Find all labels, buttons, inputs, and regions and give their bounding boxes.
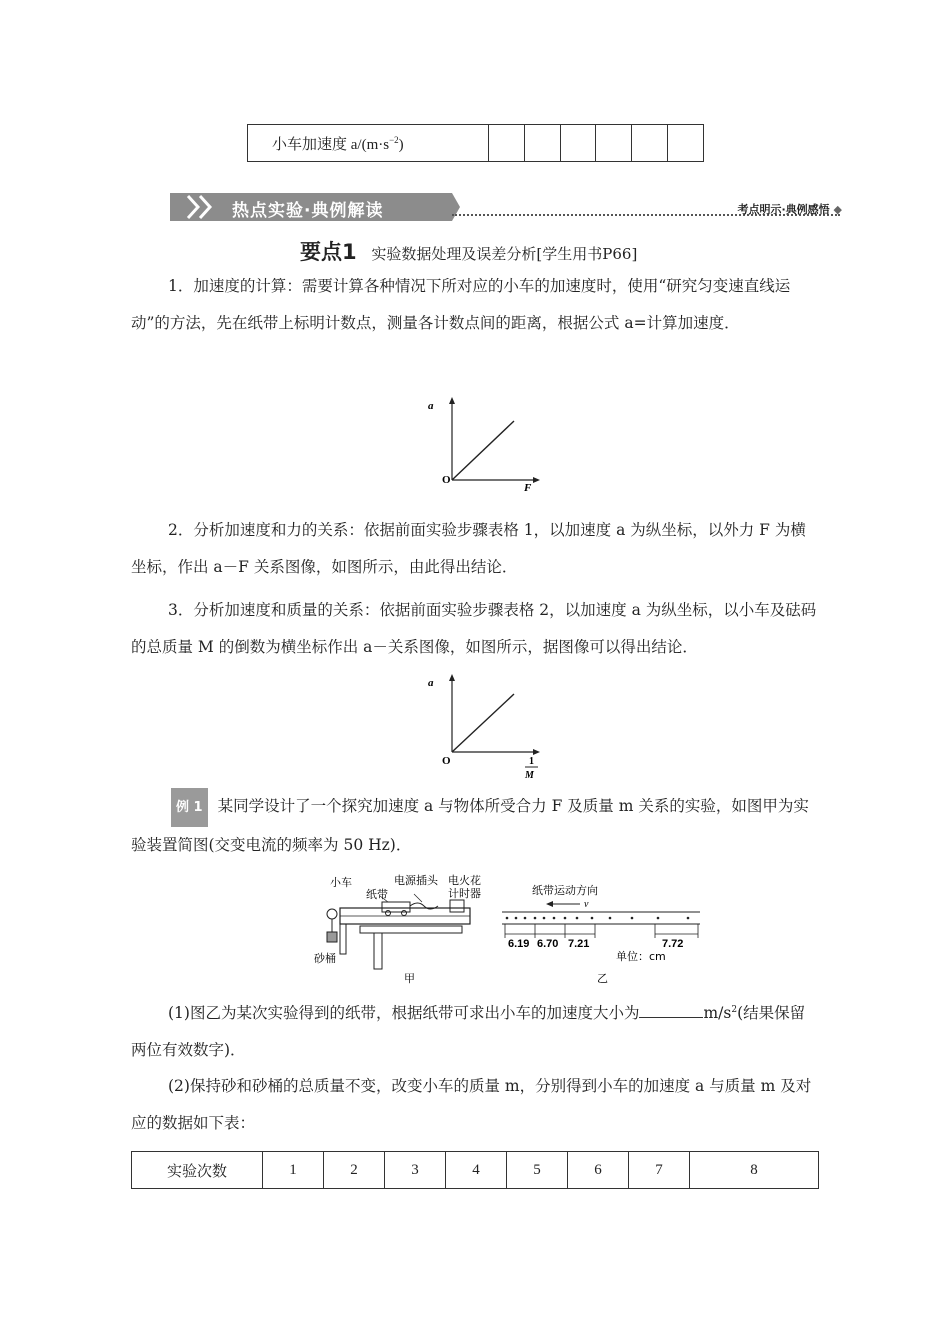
graph-a-inverse-m <box>420 672 550 780</box>
table-cell <box>632 125 668 162</box>
label-tape: 纸带 <box>366 888 388 901</box>
origin-label: O <box>442 474 451 486</box>
label-tape-direction: 纸带运动方向 <box>532 884 598 897</box>
caption-b: 乙 <box>597 972 608 985</box>
tape-dots <box>506 917 690 920</box>
apparatus-figure <box>310 872 710 988</box>
table-cell <box>560 125 596 162</box>
distance-1: 6.19 <box>508 938 530 950</box>
table-cell <box>596 125 632 162</box>
x-axis-numerator: 1 <box>529 756 534 767</box>
table-cell: 5 <box>507 1152 568 1189</box>
table-row <box>248 125 704 162</box>
table-cell: 4 <box>446 1152 507 1189</box>
distance-3: 7.21 <box>568 938 590 950</box>
origin-label: O <box>442 755 451 767</box>
table-cell <box>524 125 560 162</box>
paragraph-2: 2．分析加速度和力的关系：依据前面实验步骤表格 1，以加速度 a 为纵坐标，以外力 F 为横坐标，作出 a－F 关系图像，如图所示，由此得出结论． <box>131 521 806 576</box>
x-axis-label: F <box>524 482 532 494</box>
label-plug: 电源插头 <box>394 874 438 887</box>
key-point-heading: 要点1 实验数据处理及误差分析[学生用书P66] <box>300 240 638 264</box>
table-header: 实验次数 <box>132 1152 263 1189</box>
table-cell <box>489 125 525 162</box>
table-cell <box>668 125 704 162</box>
section-tag: 考点明示·典例感悟 ◆ <box>737 203 842 216</box>
table-cell: 7 <box>629 1152 690 1189</box>
row-label: 小车加速度 $a/(m\cdot s^{-2})$ <box>248 125 489 162</box>
table-cell: 3 <box>385 1152 446 1189</box>
paragraph-1: 1．加速度的计算：需要计算各种情况下所对应的小车的加速度时，使用“研究匀变速直线运动”的方法，先在纸带上标明计数点，测量各计数点间的距离，根据公式 a=计算加速度． <box>131 277 791 332</box>
y-axis-label: a <box>428 677 434 689</box>
velocity-label: v <box>584 899 589 910</box>
unit-label: 单位：cm <box>616 950 666 963</box>
distance-4: 7.72 <box>662 938 684 950</box>
top-data-table <box>247 124 704 162</box>
table-cell: 2 <box>324 1152 385 1189</box>
table-row <box>132 1152 819 1189</box>
section-title: 热点实验·典例解读 <box>232 201 384 221</box>
table-cell: 1 <box>263 1152 324 1189</box>
label-timer-2: 计时器 <box>448 887 481 900</box>
example-badge: 例 1 <box>171 788 208 827</box>
table-cell: 8 <box>690 1152 819 1189</box>
example-1: 例 1 某同学设计了一个探究加速度 a 与物体所受合力 F 及质量 m 关系的实验，如图甲为实验装置简图(交变电流的频率为 50 Hz)． <box>131 788 819 864</box>
table-cell: 6 <box>568 1152 629 1189</box>
question-1: (1)图乙为某次实验得到的纸带，根据纸带可求出小车的加速度大小为 $m/s^2$(结果保留两位有效数字)． <box>131 1004 806 1060</box>
label-bucket: 砂桶 <box>314 952 336 965</box>
label-timer-1: 电火花 <box>448 874 481 887</box>
experiment-table <box>131 1151 819 1189</box>
paragraph-3: 3．分析加速度和质量的关系：依据前面实验步骤表格 2，以加速度 a 为纵坐标，以小车及砝码的总质量 M 的倒数为横坐标作出 a－关系图像，如图所示，据图像可以得出结论． <box>131 601 817 656</box>
label-car: 小车 <box>330 876 352 889</box>
graph-a-f <box>420 395 540 495</box>
answer-blank[interactable] <box>639 1003 703 1018</box>
x-axis-denominator: M <box>525 770 534 780</box>
caption-a: 甲 <box>404 972 415 985</box>
y-axis-label: a <box>428 400 434 412</box>
question-2: (2)保持砂和砂桶的总质量不变，改变小车的质量 m，分别得到小车的加速度 a 与质量 m 及对应的数据如下表： <box>131 1077 812 1132</box>
distance-2: 6.70 <box>537 938 559 950</box>
